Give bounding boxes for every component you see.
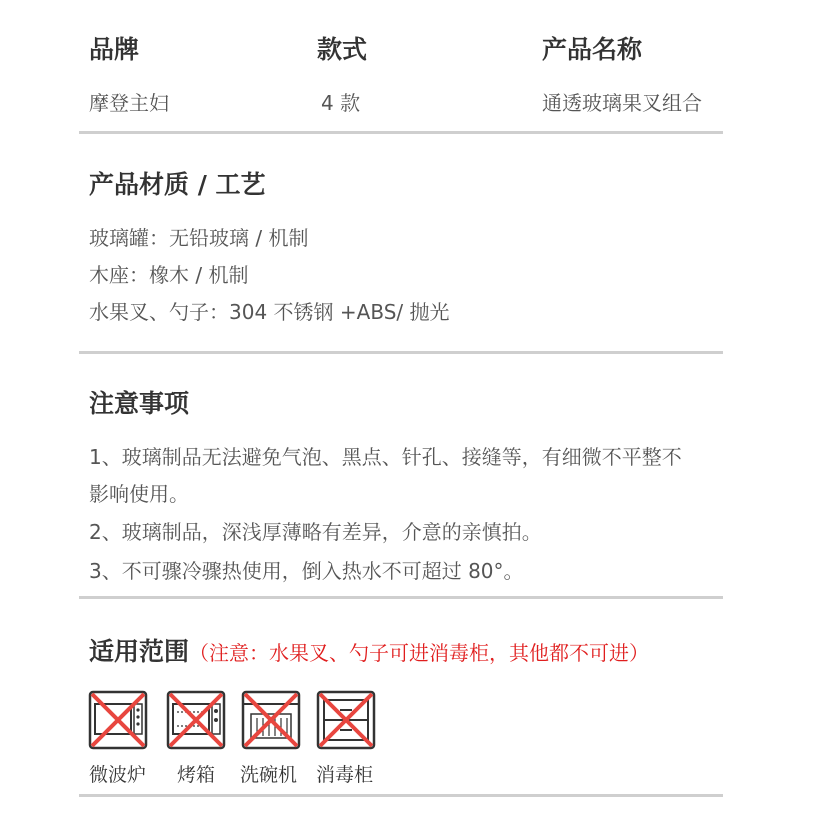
icon-label-dishwasher: 洗碗机: [240, 764, 298, 786]
notice-line: 2、玻璃制品，深浅厚薄略有差异，介意的亲慎拍。: [89, 520, 542, 544]
spec-value-product-name: 通透玻璃果叉组合: [542, 91, 702, 115]
divider: [79, 351, 723, 354]
notice-line: 1、玻璃制品无法避免气泡、黑点、针孔、接缝等，有细微不平整不: [89, 445, 682, 469]
material-title: 产品材质 / 工艺: [89, 170, 266, 199]
notice-line: 影响使用。: [89, 482, 189, 506]
notice-line: 3、不可骤冷骤热使用，倒入热水不可超过 80°。: [89, 559, 524, 583]
icon-label-sterilizer: 消毒柜: [316, 764, 374, 786]
usage-title: [89, 632, 649, 668]
spec-label-product-name: 产品名称: [542, 35, 643, 64]
dishwasher-icon: [241, 690, 301, 750]
material-line: 木座：橡木 / 机制: [89, 263, 249, 287]
spec-value-brand: 摩登主妇: [89, 91, 169, 115]
divider: [79, 131, 723, 134]
spec-label-brand: 品牌: [89, 35, 140, 64]
spec-label-style: 款式: [317, 35, 368, 64]
sterilizer-cabinet-icon: [316, 690, 376, 750]
material-line: 水果叉、勺子：304 不锈钢 +ABS/ 抛光: [89, 300, 450, 324]
divider: [79, 794, 723, 797]
divider: [79, 596, 723, 599]
microwave-icon: [88, 690, 148, 750]
icon-label-oven: 烤箱: [177, 764, 216, 786]
icon-label-microwave: 微波炉: [89, 764, 147, 786]
material-line: 玻璃罐：无铅玻璃 / 机制: [89, 226, 309, 250]
usage-note: （注意：水果叉、勺子可进消毒柜，其他都不可进）: [189, 641, 650, 665]
oven-icon: [166, 690, 226, 750]
usage-title-text: 适用范围: [89, 637, 190, 666]
notice-title: 注意事项: [89, 389, 190, 418]
spec-value-style: 4 款: [321, 91, 361, 115]
